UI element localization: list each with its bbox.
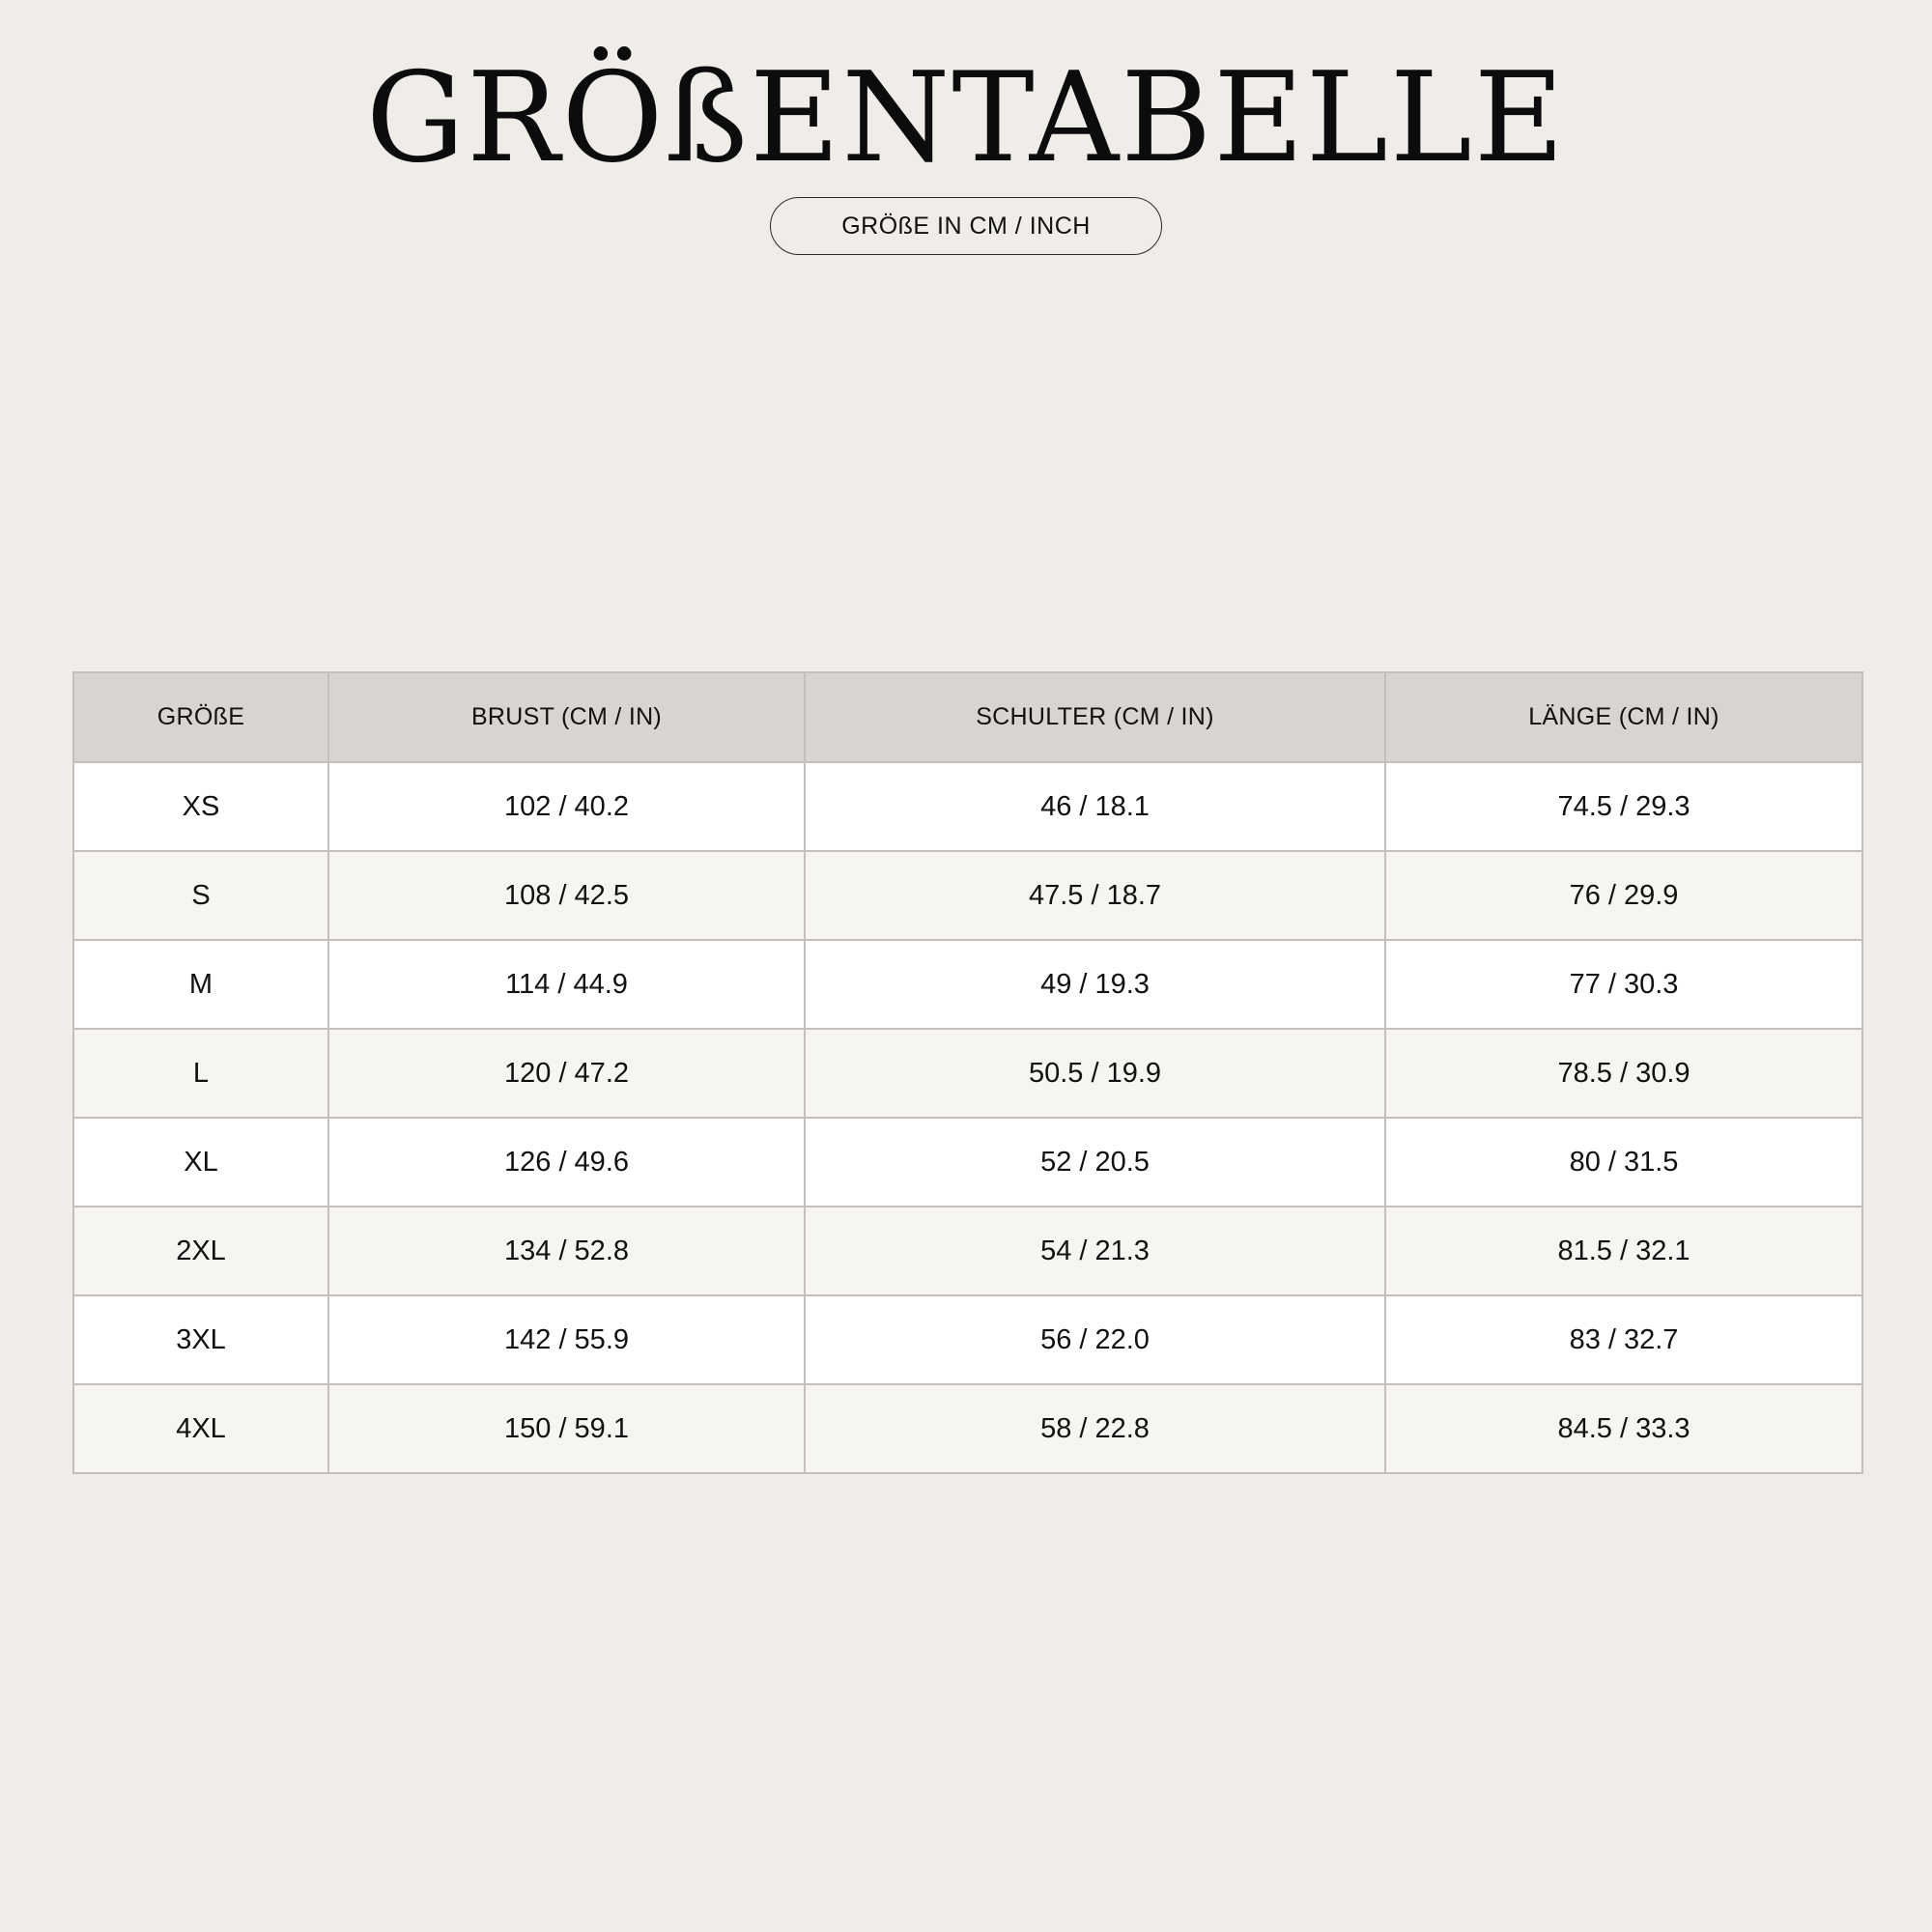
table-row (73, 1295, 1862, 1384)
page-title: GRÖßENTABELLE (365, 46, 1567, 190)
cell-size: M (73, 940, 328, 1029)
cell-shoulder: 52 / 20.5 (805, 1118, 1385, 1207)
cell-length: 80 / 31.5 (1385, 1118, 1862, 1207)
cell-length: 77 / 30.3 (1385, 940, 1862, 1029)
cell-chest: 114 / 44.9 (328, 940, 805, 1029)
cell-size: 2XL (73, 1207, 328, 1295)
cell-length: 78.5 / 30.9 (1385, 1029, 1862, 1118)
cell-size: XL (73, 1118, 328, 1207)
table-row (73, 1029, 1862, 1118)
cell-length: 83 / 32.7 (1385, 1295, 1862, 1384)
cell-length: 76 / 29.9 (1385, 851, 1862, 940)
cell-shoulder: 50.5 / 19.9 (805, 1029, 1385, 1118)
table-row (73, 940, 1862, 1029)
column-header-size: GRÖßE (73, 672, 328, 762)
cell-chest: 120 / 47.2 (328, 1029, 805, 1118)
unit-label-pill: GRÖßE IN CM / INCH (770, 197, 1162, 255)
cell-chest: 134 / 52.8 (328, 1207, 805, 1295)
table-row (73, 762, 1862, 851)
cell-shoulder: 56 / 22.0 (805, 1295, 1385, 1384)
cell-shoulder: 47.5 / 18.7 (805, 851, 1385, 940)
cell-length: 84.5 / 33.3 (1385, 1384, 1862, 1473)
cell-shoulder: 58 / 22.8 (805, 1384, 1385, 1473)
cell-shoulder: 54 / 21.3 (805, 1207, 1385, 1295)
cell-shoulder: 49 / 19.3 (805, 940, 1385, 1029)
column-header-length: LÄNGE (CM / IN) (1385, 672, 1862, 762)
column-header-chest: BRUST (CM / IN) (328, 672, 805, 762)
cell-length: 81.5 / 32.1 (1385, 1207, 1862, 1295)
cell-size: S (73, 851, 328, 940)
cell-chest: 142 / 55.9 (328, 1295, 805, 1384)
cell-chest: 108 / 42.5 (328, 851, 805, 940)
cell-size: XS (73, 762, 328, 851)
cell-length: 74.5 / 29.3 (1385, 762, 1862, 851)
cell-size: 4XL (73, 1384, 328, 1473)
table-row (73, 1118, 1862, 1207)
table-header-row (73, 672, 1862, 762)
column-header-shoulder: SCHULTER (CM / IN) (805, 672, 1385, 762)
cell-shoulder: 46 / 18.1 (805, 762, 1385, 851)
cell-size: 3XL (73, 1295, 328, 1384)
cell-size: L (73, 1029, 328, 1118)
table-row (73, 1207, 1862, 1295)
table-row (73, 1384, 1862, 1473)
table-row (73, 851, 1862, 940)
cell-chest: 126 / 49.6 (328, 1118, 805, 1207)
cell-chest: 102 / 40.2 (328, 762, 805, 851)
cell-chest: 150 / 59.1 (328, 1384, 805, 1473)
size-chart-table (72, 671, 1863, 1474)
